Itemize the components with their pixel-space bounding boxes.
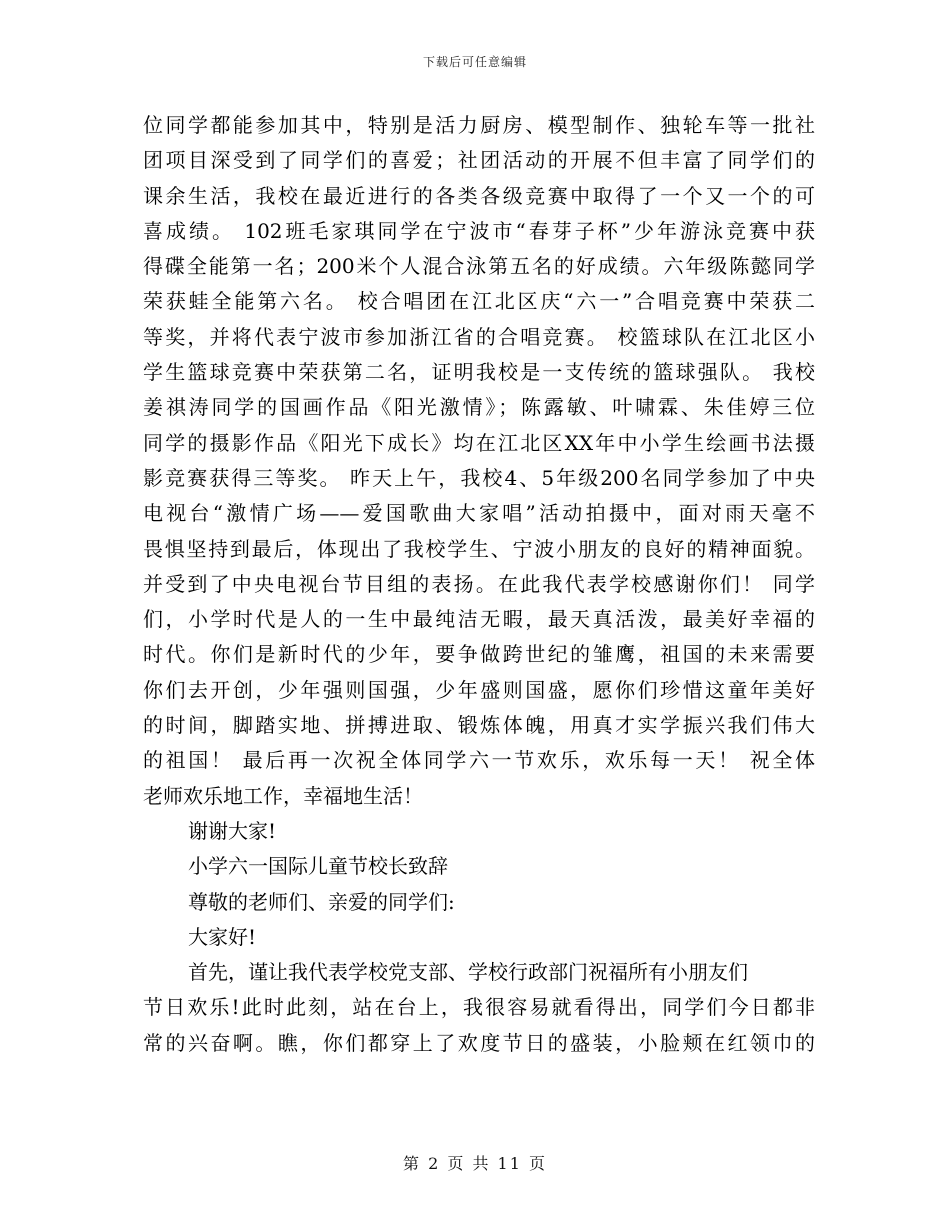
salutation: 尊敬的老师们、亲爱的同学们: xyxy=(188,889,455,914)
body-line: 们，小学时代是人的一生中最纯洁无暇，最天真活泼，最美好幸福的 xyxy=(143,607,815,632)
body-line: 姜祺涛同学的国画作品《阳光激情》；陈露敏、叶啸霖、朱佳婷三位 xyxy=(143,395,815,420)
body-line: 同学的摄影作品《阳光下成长》均在江北区XX年中小学生绘画书法摄 xyxy=(143,430,815,455)
body-line: 课余生活，我校在最近进行的各类各级竞赛中取得了一个又一个的可 xyxy=(143,183,815,208)
body-line: 节日欢乐!此时此刻，站在台上，我很容易就看得出，同学们今日都非 xyxy=(143,995,815,1020)
body-line: 并受到了中央电视台节目组的表扬。在此我代表学校感谢你们！ 同学 xyxy=(143,571,815,596)
body-line: 的祖国！ 最后再一次祝全体同学六一节欢乐，欢乐每一天！ 祝全体 xyxy=(143,748,815,773)
body-line: 学生篮球竞赛中荣获第二名，证明我校是一支传统的篮球强队。 我校 xyxy=(143,360,815,385)
body-line: 影竞赛获得三等奖。 昨天上午，我校4、5年级200名同学参加了中央 xyxy=(143,465,815,490)
body-line: 的时间，脚踏实地、拼搏进取、锻炼体魄，用真才实学振兴我们伟大 xyxy=(143,713,815,738)
page-header: 下载后可任意编辑 xyxy=(422,55,527,69)
body-line: 电视台“激情广场——爱国歌曲大家唱”活动拍摄中，面对雨天毫不 xyxy=(143,501,815,526)
page-footer: 第 2 页 共 11 页 xyxy=(403,1154,547,1173)
body-line: 时代。你们是新时代的少年，要争做跨世纪的雏鹰，祖国的未来需要 xyxy=(143,642,815,667)
greeting: 大家好! xyxy=(188,924,257,949)
body-line: 荣获蛙全能第六名。 校合唱团在江北区庆“六一”合唱竞赛中荣获二 xyxy=(143,289,815,314)
speech-title: 小学六一国际儿童节校长致辞 xyxy=(188,854,448,879)
body-line: 团项目深受到了同学们的喜爱；社团活动的开展不但丰富了同学们的 xyxy=(143,148,815,173)
document-body xyxy=(143,108,815,1061)
body-line: 得碟全能第一名；200米个人混合泳第五名的好成绩。六年级陈懿同学 xyxy=(143,254,815,279)
body-line: 畏惧坚持到最后，体现出了我校学生、宁波小朋友的良好的精神面貌。 xyxy=(143,536,815,561)
body-line: 喜成绩。 102班毛家琪同学在宁波市“春芽子杯”少年游泳竞赛中获 xyxy=(143,218,815,243)
body-line: 常的兴奋啊。瞧，你们都穿上了欢度节日的盛装，小脸颊在红领巾的 xyxy=(143,1030,815,1055)
body-line: 老师欢乐地工作，幸福地生活！ xyxy=(143,783,423,808)
closing-line: 谢谢大家! xyxy=(188,818,277,843)
body-line: 位同学都能参加其中，特别是活力厨房、模型制作、独轮车等一批社 xyxy=(143,113,815,137)
body-line: 等奖，并将代表宁波市参加浙江省的合唱竞赛。 校篮球队在江北区小 xyxy=(143,324,815,349)
body-line: 你们去开创，少年强则国强，少年盛则国盛，愿你们珍惜这童年美好 xyxy=(143,677,815,702)
paragraph-first-line: 首先，谨让我代表学校党支部、学校行政部门祝福所有小朋友们 xyxy=(188,960,748,985)
